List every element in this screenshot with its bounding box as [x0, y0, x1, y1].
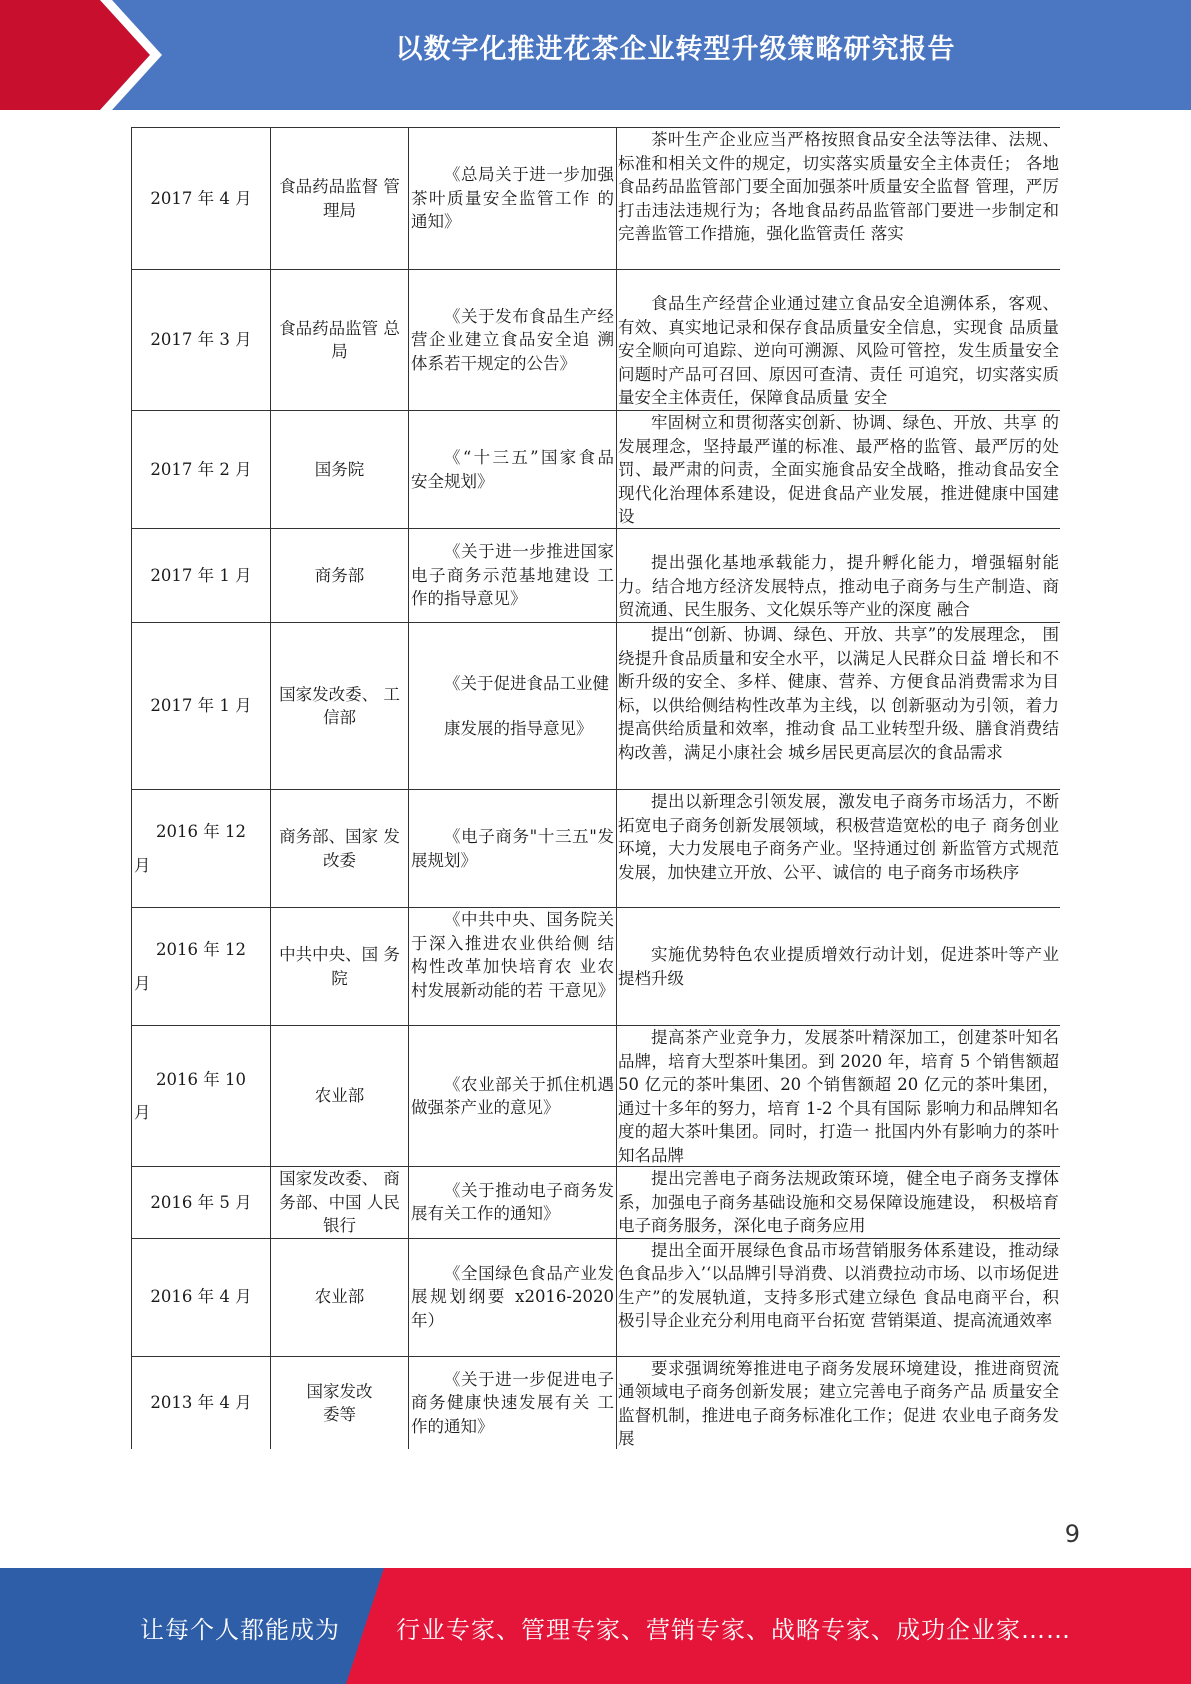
content-cell: 提出完善电子商务法规政策环境，健全电子商务支撑体系，加强电子商务基础设施和交易保障设施建设， 积极培育电子商务服务，深化电子商务应用 [617, 1167, 1061, 1239]
document-text: 《中共中央、国务院关 于深入推进农业供给侧 结构性改革加快培育农 业农村发展新动能的若 干意见》 [411, 910, 614, 1000]
footer-slogan-right: 行业专家、管理专家、营销专家、战略专家、成功企业家…… [396, 1616, 1071, 1644]
department-cell: 国家发改委等 [271, 1356, 409, 1449]
document-text: 《关于促进食品工业健 [444, 673, 609, 693]
date-cell [132, 1026, 271, 1167]
report-title: 以数字化推进花茶企业转型升级策略研究报告 [395, 34, 956, 65]
department-cell: 食品药品监管 总局 [271, 270, 409, 411]
content-cell [617, 411, 1061, 529]
table-row [132, 1167, 1061, 1239]
content-cell [617, 128, 1061, 270]
document-cell: 《电子商务"十三五"发展规划》 [409, 790, 617, 908]
date-cell: 2017 年 1 月 [132, 623, 271, 790]
date-cell: 2017 年 3 月 [132, 270, 271, 411]
department-cell: 国家发改委、 商务部、中国 人民银行 [271, 1167, 409, 1239]
table-row [132, 1356, 1061, 1449]
date-cell: 2016 年 4 月 [132, 1238, 271, 1356]
content-text: 提出强化基地承载能力，提升孵化能力，增强辐射能 力。结合地方经济发展特点，推动电子商务与生产制造、商贸流通、民生服务、文化娱乐等产业的深度 融合 [618, 553, 1059, 619]
date-cell: 2017 年 1 月 [132, 529, 271, 623]
content-cell [617, 790, 1061, 908]
document-cell: 《“十三五”国家食品 安全规划》 [409, 411, 617, 529]
table-row [132, 790, 1061, 908]
content-cell [617, 1238, 1061, 1356]
content-cell [617, 529, 1061, 623]
date-cell [132, 790, 271, 908]
document-cell: 《总局关于进一步加强 茶叶质量安全监管工作 的通知》 [409, 128, 617, 270]
document-cell: 《全国绿色食品产业发 展规划纲要 x2016-2020 年） [409, 1238, 617, 1356]
date-cell: 2016 年 5 月 [132, 1167, 271, 1239]
date-text: 2016 年 12 [156, 940, 246, 959]
document-cell: 《关于进一步促进电子 商务健康快速发展有关 工作的通知》 [409, 1356, 617, 1449]
date-cell [132, 908, 271, 1026]
page-footer [0, 1568, 1191, 1684]
department-cell: 农业部 [271, 1238, 409, 1356]
policy-table [131, 127, 1060, 1449]
table-row [132, 908, 1061, 1026]
footer-slogan-left: 让每个人都能成为 [140, 1616, 340, 1644]
date-cell: 2013 年 4 月 [132, 1356, 271, 1449]
department-cell: 中共中央、国 务院 [271, 908, 409, 1026]
document-cell: 《关于发布食品生产经 营企业建立食品安全追 溯体系若干规定的公告》 [409, 270, 617, 411]
content-cell [617, 270, 1061, 411]
content-cell [617, 1026, 1061, 1167]
table-row [132, 270, 1061, 411]
table-row [132, 1026, 1061, 1167]
content-cell [617, 623, 1061, 790]
department-cell: 国务院 [271, 411, 409, 529]
document-cell: 《农业部关于抓住机遇 做强茶产业的意见》 [409, 1026, 617, 1167]
table-row [132, 128, 1061, 270]
table-row [132, 411, 1061, 529]
document-text-continued: 康发展的指导意见》 [444, 719, 593, 738]
page-header [0, 0, 1191, 110]
content-text: 提出“创新、协调、绿色、开放、共享”的发展理念， 围绕提升食品质量和安全水平，以满足人民群众日益 增长和不断升级的安全、多样、健康、营养、方便食品消费需求为目标，以供给侧结构性改革为主线，以 创新驱动为引领，着力提高供给质量和效率，推动食 品工业转型升级、膳食消费结构改善，满足小康社会 城乡居民更高层次的食品需求 [618, 625, 1059, 762]
content-cell: 实施优势特色农业提质增效行动计划，促进茶叶等产业提档升级 [617, 908, 1061, 1026]
content-text: 要求强调统筹推进电子商务发展环境建设，推进商贸流通领域电子商务创新发展；建立完善电子商务产品 质量安全监督机制，推进电子商务标准化工作；促进 农业电子商务发展 [618, 1358, 1059, 1448]
date-cell: 2017 年 2 月 [132, 411, 271, 529]
date-text-continued: 月 [134, 973, 151, 993]
content-text: 食品生产经营企业通过建立食品安全追溯体系，客观、 有效、真实地记录和保存食品质量安全信息，实现食 品质量安全顺向可追踪、逆向可溯源、风险可管控，发生质量安全问题时产品可召回、原因可查清、责任 可追究，切实落实质量安全主体责任，保障食品质量 安全 [618, 294, 1059, 407]
policy-table-container [131, 127, 1060, 1449]
table-row [132, 529, 1061, 623]
department-cell: 商务部 [271, 529, 409, 623]
document-cell [409, 623, 617, 790]
content-text: 提出以新理念引领发展，激发电子商务市场活力，不断拓宽电子商务创新发展领域，积极营造宽松的电子 商务创业环境，大力发展电子商务产业。坚持通过创 新监管方式规范发展，加快建立开放、公平、诚信的 电子商务市场秩序 [618, 792, 1059, 882]
date-text-continued: 月 [134, 855, 151, 875]
content-text: 提高茶产业竞争力，发展茶叶精深加工，创建茶叶知名品牌，培育大型茶叶集团。到 2020 年，培育 5 个销售额超 50 亿元的茶叶集团、20 个销售额超 20 亿元的茶叶集团，通过十多年的努力，培育 1-2 个具有国际 影响力和品牌知名度的超大茶叶集团。同时，打造一 批国内外有影响力的茶叶知名品牌 [618, 1028, 1059, 1165]
page-number: 9 [1064, 1520, 1080, 1548]
department-cell: 农业部 [271, 1026, 409, 1167]
table-row [132, 623, 1061, 790]
document-cell: 《关于进一步推进国家 电子商务示范基地建设 工作的指导意见》 [409, 529, 617, 623]
content-text: 茶叶生产企业应当严格按照食品安全法等法律、法规、 标准和相关文件的规定，切实落实质量安全主体责任； 各地食品药品监管部门要全面加强茶叶质量安全监督 管理，严厉打击违法违规行为；各地食品药品监管部门要进一步制定和完善监管工作措施，强化监管责任 落实 [618, 130, 1059, 243]
document-cell [409, 908, 617, 1026]
department-cell: 国家发改委、 工信部 [271, 623, 409, 790]
content-text: 牢固树立和贯彻落实创新、协调、绿色、开放、共享 的发展理念，坚持最严谨的标准、最严格的监管、最严厉的处罚、最严肃的问责，全面实施食品安全战略，推动食品安全现代化治理体系建设，促进食品产业发展，推进健康中国建设 [618, 413, 1059, 526]
date-cell: 2017 年 4 月 [132, 128, 271, 270]
date-text: 2016 年 12 [156, 822, 246, 841]
table-row [132, 1238, 1061, 1356]
document-cell: 《关于推动电子商务发 展有关工作的通知》 [409, 1167, 617, 1239]
date-text-continued: 月 [134, 1103, 151, 1122]
content-cell [617, 1356, 1061, 1449]
department-cell: 食品药品监督 管理局 [271, 128, 409, 270]
content-text: 提出全面开展绿色食品市场营销服务体系建设，推动绿色食品步入’‘以品牌引导消费、以消费拉动市场、以市场促进生产”的发展轨道，支持多形式建立绿色 食品电商平台，积极引导企业充分利用电商平台拓宽 营销渠道、提高流通效率 [618, 1240, 1059, 1330]
department-cell: 商务部、国家 发改委 [271, 790, 409, 908]
date-text: 2016 年 10 [156, 1069, 246, 1089]
